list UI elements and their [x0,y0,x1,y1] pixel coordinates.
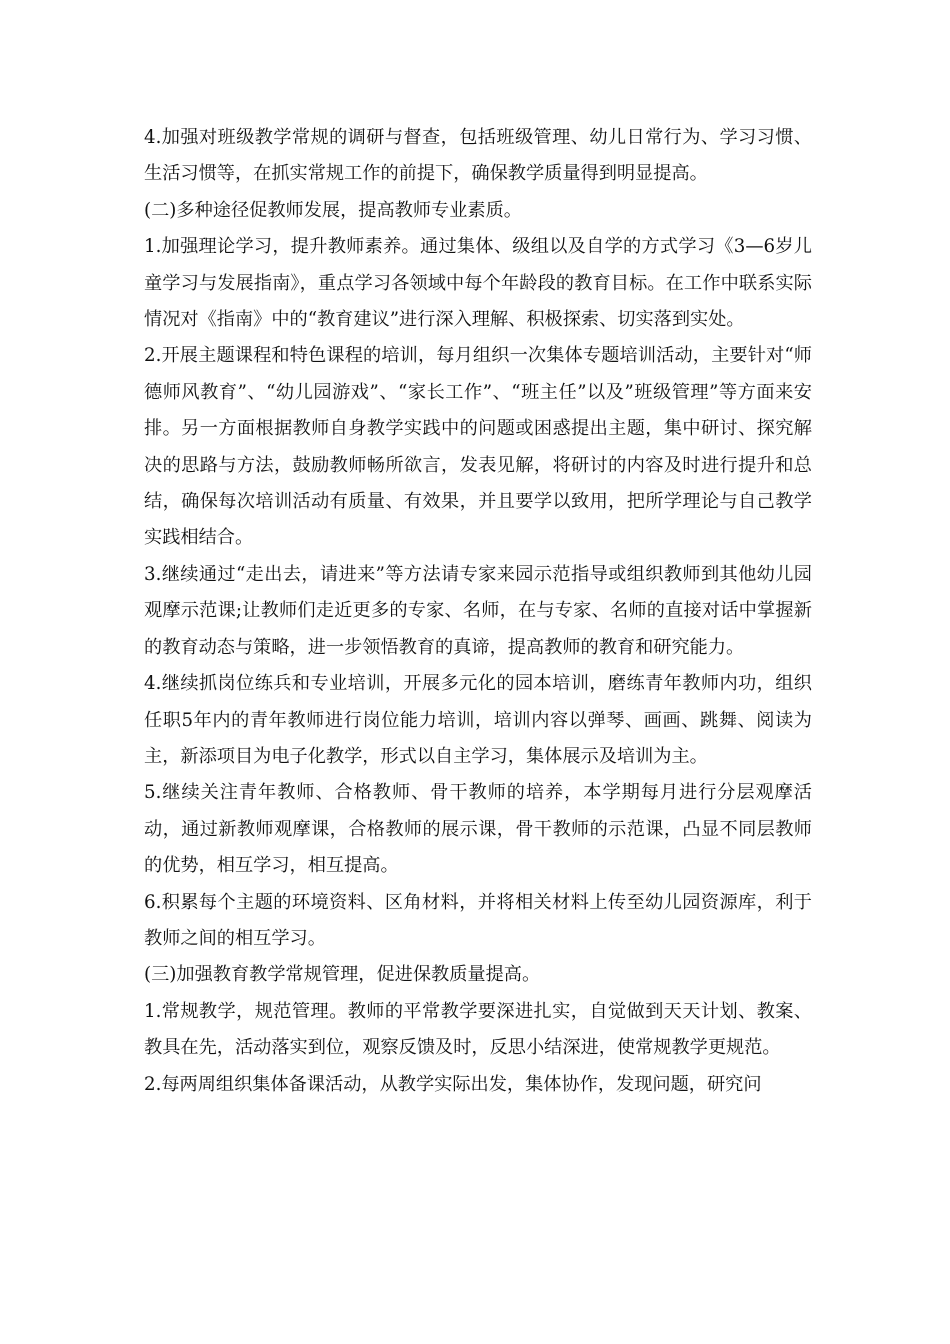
paragraph-item-4-supervision: 4.加强对班级教学常规的调研与督查，包括班级管理、幼儿日常行为、学习习惯、生活习惯等，在抓实常规工作的前提下，确保教学质量得到明显提高。 [144,127,812,185]
paragraph-resource-library: 6.积累每个主题的环境资料、区角材料，并将相关材料上传至幼儿园资源库，利于教师之间的相互学习。 [144,891,812,949]
paragraph-theory-study: 1.加强理论学习，提升教师素养。通过集体、级组以及自学的方式学习《3—6岁儿童学习与发展指南》，重点学习各领域中每个年龄段的教育目标。在工作中联系实际情况对《指南》中的“教育建议”进行深入理解、积极探索、切实落到实处。 [144,236,812,331]
paragraph-routine-teaching: 1.常规教学，规范管理。教师的平常教学要深进扎实，自觉做到天天计划、教案、教具在先，活动落实到位，观察反馈及时，反思小结深进，使常规教学更规范。 [144,1000,812,1059]
paragraph-theme-training: 2.开展主题课程和特色课程的培训，每月组织一次集体专题培训活动，主要针对“师德师风教育”、“幼儿园游戏”、“家长工作”、“班主任”以及”班级管理”等方面来安排。另一方面根据教师自身教学实践中的问题或困惑提出主题，集中研讨、探究解决的思路与方法，鼓励教师畅所欲言，发表见解，将研讨的内容及时进行提升和总结，确保每次培训活动有质量、有效果，并且要学以致用，把所学理论与自己教学实践相结合。 [144,345,812,549]
document-body [144,120,812,1103]
paragraph-expert-guidance: 3.继续通过“走出去，请进来”等方法请专家来园示范指导或组织教师到其他幼儿园观摩示范课;让教师们走近更多的专家、名师，在与专家、名师的直接对话中掌握新的教育动态与策略，进一步领悟教育的真谛，提高教师的教育和研究能力。 [144,563,812,658]
section-heading-3: (三)加强教育教学常规管理，促进保教质量提高。 [144,964,541,986]
paragraph-collective-lesson-prep: 2.每两周组织集体备课活动，从教学实际出发，集体协作，发现问题，研究问 [144,1073,762,1095]
section-heading-2: (二)多种途径促教师发展，提高教师专业素质。 [144,199,522,221]
paragraph-job-training: 4.继续抓岗位练兵和专业培训，开展多元化的园本培训，磨练青年教师内功，组织任职5年内的青年教师进行岗位能力培训，培训内容以弹琴、画画、跳舞、阅读为主，新添项目为电子化教学，形式以自主学习，集体展示及培训为主。 [144,673,812,767]
paragraph-teacher-cultivation: 5.继续关注青年教师、合格教师、骨干教师的培养，本学期每月进行分层观摩活动，通过新教师观摩课，合格教师的展示课，骨干教师的示范课，凸显不同层教师的优势，相互学习，相互提高。 [144,782,812,877]
